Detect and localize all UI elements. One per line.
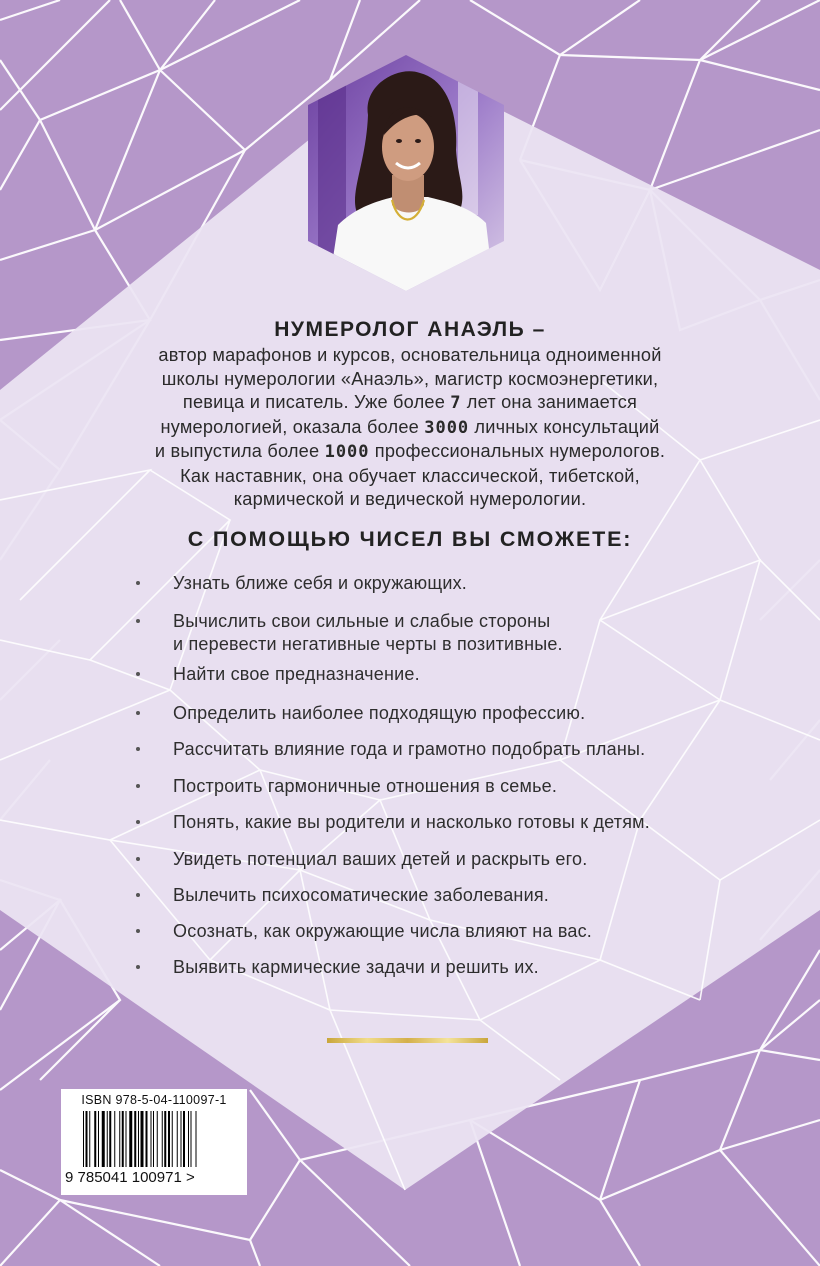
list-item-text: Вычислить свои сильные и слабые стороны и перевести негативные черты в позитивные. [173,611,563,654]
isbn-label: ISBN 978-5-04-110097-1 [81,1093,227,1107]
list-item-text: Рассчитать влияние года и грамотно подобрать планы. [173,739,646,759]
author-bio [60,344,760,512]
barcode-bar [177,1111,178,1167]
barcode-bar [172,1111,173,1167]
barcode-bar [162,1111,163,1167]
bio-line [60,344,760,368]
bullet-icon [136,581,140,585]
bio-number: 3000 [424,417,470,438]
barcode-bar [168,1111,170,1167]
barcode-bar [153,1111,154,1167]
barcode-bar [151,1111,152,1167]
bio-number: 7 [450,393,462,413]
list-item-text: Осознать, как окружающие числа влияют на вас. [173,921,593,941]
bullet-icon [136,747,140,751]
barcode-bar [146,1111,148,1167]
list-item-text: Выявить кармические задачи и решить их. [173,957,539,977]
barcode-bar [181,1111,182,1167]
bio-text: и выпустила более [154,441,325,461]
barcode-bar [141,1111,144,1167]
barcode-bar [89,1111,90,1167]
bullet-icon [136,857,140,861]
bullet-icon [136,820,140,824]
list-item-text: Определить наиболее подходящую профессию. [173,703,586,723]
barcode-bar [86,1111,88,1167]
bio-text: кармической и ведической нумерологии. [233,489,587,509]
bullet-icon [136,672,140,676]
bullet-icon [136,929,140,933]
barcode-bar [102,1111,105,1167]
gold-divider [327,1038,488,1043]
bio-text: лет она занимается [461,392,638,412]
bio-number: 1000 [324,442,370,462]
barcode-bar [94,1111,96,1167]
bio-text: певица и писатель. Уже более [182,392,451,412]
bio-text: школы нумерологии «Анаэль», магистр космоэнергетики, [161,368,659,389]
barcode-bar [129,1111,132,1167]
bio-text: автор марафонов и курсов, основательница одноименной [158,345,662,365]
bullet-icon [136,893,140,897]
bio-line [60,368,760,392]
barcode-bar [122,1111,124,1167]
author-photo [308,55,504,291]
list-item-text: Вылечить психосоматические заболевания. [173,885,549,905]
bullet-icon [136,619,140,623]
bullet-icon [136,784,140,788]
bullet-icon [136,965,140,969]
barcode-bar [109,1111,111,1167]
author-heading: НУМЕРОЛОГ АНАЭЛЬ – [274,318,546,341]
bio-text: Как наставник, она обучает классической, тибетской, [180,465,640,486]
barcode-bar [196,1111,197,1167]
list-item-text: Увидеть потенциал ваших детей и раскрыть его. [173,849,588,869]
bio-text: личных консультаций [469,416,660,437]
barcode-bar [134,1111,136,1167]
list-item-text: Понять, какие вы родители и насколько готовы к детям. [173,812,650,832]
bio-text: нумерологией, оказала более [160,416,425,437]
barcode-bar [107,1111,108,1167]
barcode-bar [183,1111,185,1167]
bio-line [60,488,760,512]
bio-line [60,440,760,465]
bio-line [60,391,760,416]
isbn-digits: 9 785041 100971 > [65,1169,195,1186]
barcode-bar [83,1111,84,1167]
barcode-bar [114,1111,115,1167]
barcode-bar [157,1111,158,1167]
barcode-icon [83,1111,233,1167]
barcode-bar [98,1111,99,1167]
bio-line [60,416,760,441]
barcode-bar [119,1111,120,1167]
benefits-heading: С ПОМОЩЬЮ ЧИСЕЛ ВЫ СМОЖЕТЕ: [187,527,633,551]
bio-line [60,465,760,489]
list-item-text: Построить гармоничные отношения в семье. [173,776,558,796]
isbn-barcode-box [61,1089,247,1195]
list-item-text: Узнать ближе себя и окружающих. [173,573,468,593]
barcode-bar [126,1111,127,1167]
barcode-bar [188,1111,189,1167]
barcode-bar [138,1111,139,1167]
barcode-bar [191,1111,192,1167]
bullet-icon [136,711,140,715]
bio-text: профессиональных нумерологов. [369,441,666,461]
barcode-bar [164,1111,166,1167]
list-item-text: Найти свое предназначение. [173,664,420,684]
